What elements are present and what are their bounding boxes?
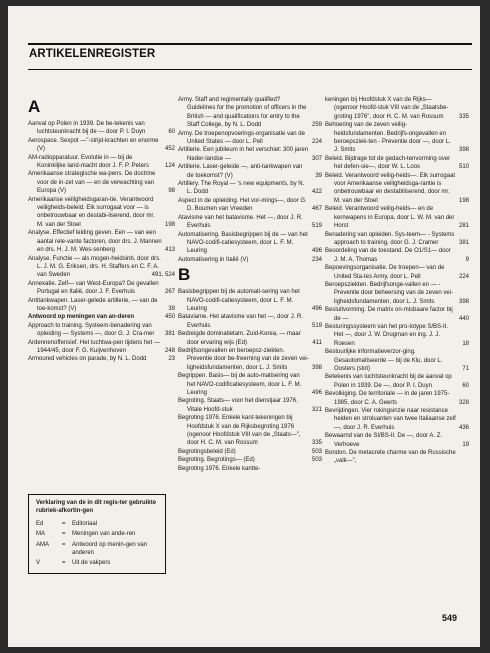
entry-text: Annexatie. Zelf— van West-Europa? De gevallen Portugal en Italië, door J. F. Everhuis [28, 280, 159, 296]
index-entry [325, 390, 472, 407]
index-entry [325, 121, 472, 155]
entry-page: 491, 524 [151, 272, 175, 279]
entry-page: 413 [164, 247, 175, 254]
entry-text: Analyse. Effectief leiding geven. Een — van een aantal rele-vante factoren, door drs. J. Mannen en drs. H. J. M. Wes-senberg [28, 230, 162, 254]
abbreviation-legend [28, 494, 166, 574]
entry-text: Army. De troepenopvoerings-organisatie van de United States — door L. Pell [178, 130, 305, 146]
index-entry [178, 347, 325, 372]
entry-text: Bedrijfsongevallen en beroepsz-ziekten. Preventie door be-freerning van de zeven vei-ligheidsfundamenten, door L. J. Smits [178, 347, 309, 371]
index-entry [325, 247, 472, 264]
entry-page: 440 [458, 315, 469, 322]
entry-page: 496 [311, 390, 322, 396]
entry-text: Begroting 1976. Enkele kant-tekeningen bij Hoofdstuk X van de Rijksbegroting 1976 (ogenoor Hoofdstuk VIII van de „Staats—", door H. C. M. van Rossum [178, 415, 301, 447]
entry-text: Analyse. Functie — als mogen-heidsinb, door drs. L. J. M. G. Eriksen, drs. H. Staffers en C. F. A. van Sweden [28, 255, 161, 279]
entry-text: Beleid. Verantwoord veilig-heids— en de kernwapens in Europa, door L. W. M. van der Horst [325, 206, 455, 230]
entry-page: 19 [462, 441, 469, 448]
entry-text: Automatisering in Italië (V) [178, 256, 249, 263]
entry-text: AM-radiopparatuur. Evolutie in — bij de Koninklijke land-macht door J. F. P. Peters [28, 154, 149, 170]
entry-page: 496 [311, 305, 322, 312]
index-entry [325, 407, 472, 432]
entry-page: 71 [462, 366, 469, 372]
index-entry [325, 205, 472, 230]
index-entry [178, 313, 325, 330]
entry-page: 467 [311, 206, 322, 213]
index-entry [178, 180, 325, 197]
entry-page: 198 [458, 197, 469, 204]
entry-text: Begrotingsbeleid (Ed) [178, 448, 236, 455]
entry-text: Beleid. Bijdrage tot de gedach-tenvorming over het defen-sie—, door W. L. Loos [325, 155, 451, 171]
entry-text: Artillery. The Royal — 's new equipments, by N. L. Dodd [178, 181, 305, 196]
index-entry [178, 456, 325, 464]
entry-page: 224 [311, 139, 322, 146]
index-entry [178, 130, 325, 147]
legend-abbr: Ed [36, 520, 44, 527]
entry-text: Begroting. Staats— voor het dienstjaar 1976. Vitale Hoofd-stuk [178, 398, 298, 413]
index-entry [178, 448, 325, 456]
entry-page: 335 [458, 113, 469, 120]
legend-equals: = [62, 541, 66, 548]
entry-page: 23 [168, 356, 175, 363]
entry-page: 510 [458, 164, 469, 171]
entry-text: Bondon. De metacrete charme van de Russische „valk—", [325, 450, 456, 465]
index-entry [28, 255, 178, 280]
index-entry [178, 414, 325, 448]
index-entry [325, 348, 472, 373]
legend-meaning: Antwoord op menin-gen van anderen [72, 541, 148, 557]
index-entry [28, 229, 178, 254]
index-entry [178, 288, 325, 313]
legend-equals: = [62, 560, 66, 567]
entry-page: 234 [311, 256, 322, 263]
index-entry [178, 231, 325, 256]
legend-row [36, 541, 159, 558]
entry-text: Amerikaanse strategische wa-pens. De doctrine voor de in-zet van — en de verwachting van Europa (V) [28, 171, 156, 195]
entry-page: 411 [312, 339, 322, 346]
entry-text: Amerikaanse veiligheidsgaran-tie. Verantwoord veiligheids-beleid. Elk surrogaat voor — is onbetrouwbaar en destabi-liserend, door mr. M. van der Stoel [28, 196, 155, 228]
index-entry [178, 397, 325, 414]
legend-abbr: MA [36, 531, 45, 538]
entry-text: Ardennenoffensief. Het luchtwa-pen tijdens het — 1944/45, door F. G. Kuijvenhoven [28, 339, 160, 354]
entry-page: 198 [164, 221, 175, 228]
legend-equals: = [62, 531, 66, 538]
legend-meaning: Editoriaal [72, 520, 98, 527]
entry-page: 422 [311, 189, 322, 196]
index-entry [325, 231, 472, 248]
entry-text: Basisbegrippen bij de automati-sering van het NAVO-codifi-catiesysteem, door L. F. M. Leuring [178, 289, 300, 312]
entry-text: Aspect in de opleiding. Het vor-mings—, door G. D. Boumen van Vreeden [178, 197, 307, 213]
index-entry [178, 465, 325, 473]
index-entry [178, 197, 325, 214]
index-entry [178, 372, 325, 397]
legend-row [36, 520, 159, 528]
entry-page: 259 [311, 122, 322, 129]
entry-text: Artillerie. Een jubileum in het verschiet: 300 jaren Neder-landse — [178, 147, 309, 162]
index-entry [28, 170, 178, 195]
entry-text: Bestuurlijke informatieverzor-ging. Gesautomatiseerde — bij de Klu, door L. Oosters (slot) [325, 349, 443, 372]
entry-text: Antwoord op meningen van an-deren [28, 314, 135, 321]
index-entry [325, 323, 472, 348]
entry-text: Aanval op Polen in 1939. De be-tekenis van luchtsteunkracht bij de — door P. I. Duyn [28, 121, 146, 136]
register-page [8, 6, 480, 647]
index-entry [325, 172, 472, 206]
index-entry [28, 297, 178, 314]
entry-page: 224 [458, 273, 469, 280]
entry-page: 60 [462, 382, 469, 389]
index-entry [28, 137, 178, 154]
entry-text: Besluitvorming. De matrix on-misbaare factor bij de — [325, 307, 453, 322]
index-entry [178, 256, 325, 264]
index-column-1 [28, 96, 178, 364]
entry-page: 321 [311, 406, 322, 413]
entry-page: 248 [164, 347, 175, 354]
index-entry [28, 313, 178, 321]
index-entry [178, 214, 325, 231]
entry-page: 328 [458, 399, 469, 406]
entry-page: 381 [164, 331, 175, 338]
page-header [28, 43, 472, 70]
entry-page: 398 [311, 364, 322, 371]
entry-text: Bedreigde dominatietam. Zuid-Korea, — maar door ervaring wijs (Ed) [178, 331, 301, 346]
entry-text: Automatisering. Basisbegrippen bij de — van het NAVO-codifi-catiesysteem, door L. F. M. Leuring [178, 231, 308, 255]
legend-abbr: AMA [36, 541, 50, 548]
legend-row [36, 530, 159, 538]
entry-text: Approach to training. Systeem-benadering van opleiding — Systems —, door G. J. Cra-mer [28, 322, 155, 338]
page-number: 549 [442, 613, 458, 623]
entry-text: Bevolkiging. De territoriale — in de jaren 1975-1985, door C. A. Geerts [325, 391, 450, 406]
index-entry [178, 330, 325, 347]
legend-title: Verklaring van de in dit regis-ter gebruikte rubriek-afkortin-gen [36, 500, 157, 515]
entry-page: 60 [168, 129, 175, 136]
entry-text: Antitankwapen. Laser-gelede artillerie, — van de toe-komst? (V) [28, 297, 158, 312]
legend-row [36, 559, 159, 567]
section-letter: B [178, 265, 191, 285]
entry-text: Besturingssysteem van het pro-totype S/BS-II. Het —, door J. W. Drugman en ing. J. J. Roesen [325, 323, 449, 347]
section-letter: A [28, 97, 41, 116]
entry-page: 436 [458, 424, 469, 431]
entry-page: 503 [311, 457, 322, 464]
entry-text: Begroting 1976. Enkele kantte- [178, 465, 261, 472]
entry-text: Behoering van de zeven veilig-heidsfundamenten. Bedrijfs-ongevallen en beroepsziek-ten - Preventie door —, door L. J. Smits [325, 122, 451, 154]
entry-text: Begroting. Begrotings— (Ed) [178, 457, 255, 464]
entry-page: 503 [311, 448, 322, 455]
index-entry [325, 155, 472, 172]
legend-items [36, 520, 159, 568]
index-entry [178, 163, 325, 180]
index-entry [178, 146, 325, 163]
entry-text: Beroepsziekten. Bedrijfsonge-vallen en — - Preventie door beheersing van de zeven vei-ligheidsfundamenten, door L. J. Smits [325, 281, 454, 305]
index-entry [325, 281, 472, 306]
legend-abbr: V [36, 560, 41, 567]
entry-text: Bepoevingsorganisatie. De troepen— van de United Sta-tes Army, door L. Pell [325, 265, 445, 280]
index-column-2 [178, 96, 325, 473]
entry-text: keningen bij Hoofdstuk X van de Rijks— (ogenoor Hoofd-stuk VIII van de „Staatsbe-groting 1976", door H. C. M. van Rossum [325, 97, 449, 120]
entry-page: 39 [168, 305, 175, 312]
entry-page: 519 [311, 223, 322, 230]
entry-page: 519 [311, 322, 322, 329]
entry-text: Atavisme van het batavisme. Het —, door J. R. Everhuis [178, 214, 303, 230]
index-entry [325, 449, 472, 466]
entry-text: Army. Staff and regimentally qualified? Guidelines for the promotion of officers in the British — and qualifications for entry to the Staff College, by N. L. Dodd [178, 97, 307, 129]
entry-page: 398 [458, 298, 469, 305]
entry-text: Armoured vehicles on parade, by N. L. Dodd [28, 356, 147, 363]
index-entry [28, 154, 178, 171]
entry-text: Artillerie. Laser-geleide —, anti-tankwapen van de toekomst? (V) [178, 164, 303, 179]
entry-text: Beoordeling van de toestand. De O1/S1— door J. M. A. Thomas [325, 248, 451, 263]
index-entry [325, 96, 472, 121]
legend-meaning: Meningen van ande-ren [72, 531, 136, 538]
legend-equals: = [62, 520, 66, 527]
index-entry [325, 264, 472, 281]
entry-text: Begrippen. Basis— bij de auto-matisering van het NAVO-codificatiesysteem, door L. F. M. Leuring [178, 373, 302, 396]
index-entry [28, 280, 178, 297]
index-entry [325, 306, 472, 323]
entry-text: Betekenis van luchtsteunkracht bij de aanval op Polen in 1939. De —, door P. I. Duyn [325, 374, 452, 389]
entry-page: 124 [164, 163, 175, 170]
index-entry [28, 355, 178, 363]
entry-page: 398 [458, 147, 469, 154]
index-entry [28, 196, 178, 230]
entry-text: Bataviame. Het atavisme van het —, door J. R. Everhuis [178, 314, 304, 329]
index-entry [28, 120, 178, 137]
index-entry [325, 432, 472, 449]
index-entry [28, 339, 178, 356]
index-entry [325, 373, 472, 390]
index-column-3 [325, 96, 472, 466]
entry-text: Beleid. Verantwoord veilig-heids—. Elk surrogaat voor Amerikaanse veiligheidsga-rantie is onbetrouwbaar en destabiliserend, door mr. M. van der Stoel [325, 172, 456, 204]
page-title: ARTIKELENREGISTER [29, 48, 156, 60]
entry-page: 98 [168, 188, 175, 195]
entry-page: 452 [164, 146, 175, 153]
entry-page: 496 [311, 248, 322, 255]
entry-page: 39 [315, 172, 322, 179]
entry-text: Benadering van opleiden. Sys-teem— - Systems approach to training, door G. J. Cramer [325, 231, 455, 246]
legend-meaning: Uit de vakpers [72, 560, 111, 567]
index-entry [28, 322, 178, 339]
entry-text: Bewaarnd van de SI/BS-II. De —, door A. Z. Verhoeve [325, 433, 443, 448]
index-entry [178, 96, 325, 130]
entry-page: 267 [164, 289, 175, 296]
entry-page: 9 [465, 256, 469, 263]
entry-page: 450 [164, 314, 175, 321]
entry-page: 335 [311, 440, 322, 447]
entry-page: 307 [311, 155, 322, 162]
entry-page: 281 [458, 223, 469, 230]
entry-text: Aerospace. Sexpot —"-strijd-krachten en enorme (V) [28, 137, 159, 153]
entry-page: 381 [458, 239, 469, 246]
entry-page: 18 [462, 340, 469, 347]
entry-text: Bevrijdingen. Vier rokingsinzie naar resistance heiden en stroluanten van twee Italiaanse zelf—, door J. R. Everhuis [325, 408, 456, 431]
